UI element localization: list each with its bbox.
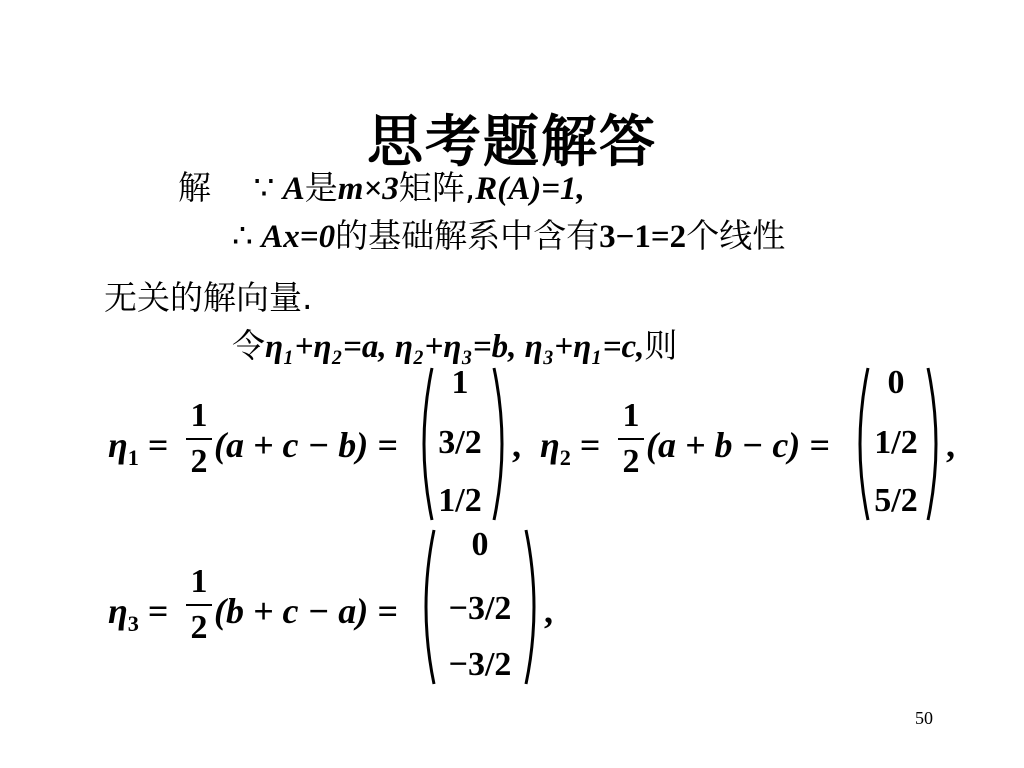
eta3-subscript: 3 <box>127 610 139 636</box>
solution-line-1 <box>178 162 585 209</box>
eta2-vec-1: 1/2 <box>874 424 918 461</box>
eta1-expr: (a + c − b) = <box>214 425 398 465</box>
eta1-right-paren <box>490 364 514 524</box>
eta2-equation: $\eta_2$ = <box>540 425 601 470</box>
therefore-symbol: ∴ <box>232 219 253 255</box>
eta1-comma: , <box>512 425 521 465</box>
text-basis: 的基础解系中含有 <box>335 216 600 255</box>
matrix-a: A <box>282 171 305 207</box>
text-linear: 个线性 <box>686 216 786 255</box>
eta2-subscript: 2 <box>559 444 571 470</box>
homogeneous-eq: Ax=0 <box>261 219 336 255</box>
eta3-fraction-num: 1 <box>190 563 208 600</box>
eta3-expr: (b + c − a) = <box>214 591 398 631</box>
eta1-vec-0: 1 <box>451 364 469 401</box>
dimension-expr: m×3 <box>337 171 399 207</box>
let-expr: η₁+η₂=a, η₂+η₃=b, η₃+η₁=c, <box>265 329 645 365</box>
eta2-fraction-num: 1 <box>622 397 640 434</box>
eta3-vec-2: −3/2 <box>448 646 512 683</box>
eta2-fraction <box>618 396 644 482</box>
eta3-comma: , <box>544 591 553 631</box>
label-jie: 解 <box>178 168 211 207</box>
eta3-vec-1: −3/2 <box>448 590 512 627</box>
eta2-expr: (a + b − c) = <box>646 425 830 465</box>
eta3-right-paren <box>522 526 546 688</box>
eta2-symbol: η <box>540 425 560 465</box>
eta1-vec-1: 3/2 <box>438 424 482 461</box>
eta2-fraction-den: 2 <box>622 443 640 480</box>
text-ze: 则 <box>644 326 678 365</box>
solution-line-4 <box>232 320 677 367</box>
text-ling: 令 <box>232 326 265 365</box>
eta3-vec-0: 0 <box>471 526 489 563</box>
eta3-equation: $\eta_3$ = <box>108 591 169 636</box>
solution-line-2 <box>232 210 785 257</box>
eta3-fraction <box>186 562 212 648</box>
eta2-vec-2: 5/2 <box>874 482 918 519</box>
solution-line-3: 无关的解向量. <box>104 278 313 317</box>
count-expr: 3−1=2 <box>599 219 687 255</box>
eta1-subscript: 1 <box>127 444 139 470</box>
eta1-equation: $\eta_1$ = <box>108 425 169 470</box>
eta3-fraction-den: 2 <box>190 609 208 646</box>
eta3-symbol: η <box>108 591 128 631</box>
eta2-right-paren <box>924 364 948 524</box>
eta1-symbol: η <box>108 425 128 465</box>
eta2-vec-0: 0 <box>887 364 905 401</box>
eta1-fraction-num: 1 <box>190 397 208 434</box>
slide-title: 思考题解答 <box>367 110 657 175</box>
eta1-fraction <box>186 396 212 482</box>
eta1-vec-2: 1/2 <box>438 482 482 519</box>
text-shi: 是 <box>304 168 338 207</box>
because-symbol: ∵ <box>253 171 275 207</box>
eta1-fraction-den: 2 <box>190 443 208 480</box>
text-matrix: 矩阵, <box>398 168 476 207</box>
rank-expr: R(A)=1, <box>475 171 585 207</box>
eta2-comma: , <box>946 425 955 465</box>
page-number: 50 <box>915 708 933 728</box>
